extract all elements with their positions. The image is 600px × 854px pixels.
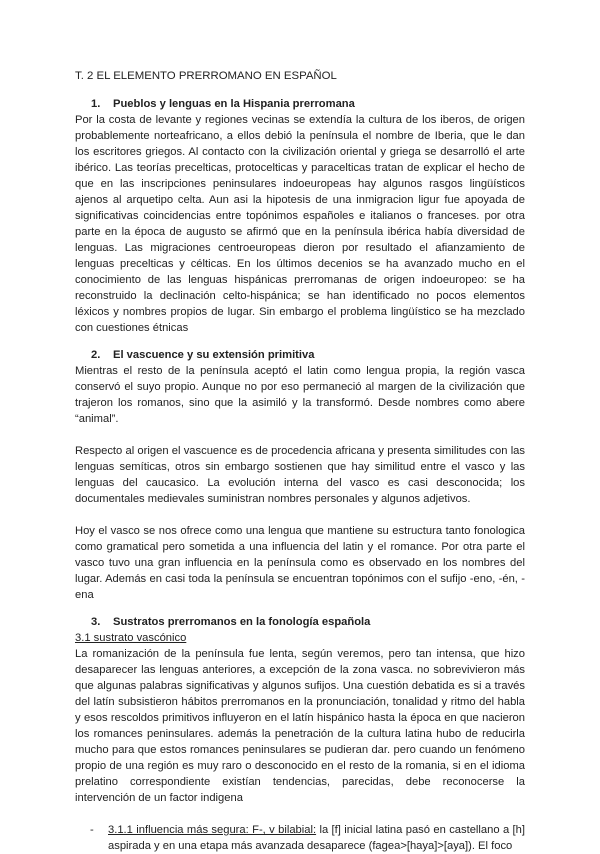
section-2-number: 2. — [91, 349, 101, 361]
bullet-text: la [f] inicial latina pasó en castellano a [h] aspirada y en una etapa más avanzada desaparece (fagea>[haya]>[aya]). El foco — [108, 824, 525, 852]
section-3-heading — [75, 614, 525, 630]
section-1-number: 1. — [91, 98, 101, 110]
section-3-paragraph-1: La romanización de la península fue lenta, según veremos, pero tan intensa, que hizo desaparecer las lenguas anteriores, a excepción de la zona vasca. no sobrevivieron más que algunas palabras significativas y algunos sufijos. Una cuestión debatida es si a través del latín subsistieron hábitos prerromanos en la pronunciación, tonalidad y ritmo del habla y esos rescoldos primitivos influyeron en el latín hispánico hasta la época en que nacieron los romances peninsulares. además la penetración de la cultura latina hubo de reducirla mucho para que estos romances peninsulares se pudieran dar. pero cuando un fenómeno propio de una región es muy raro o desconocido en el resto de la romania, si en el idioma prelatino correspondiente existían tendencias, parecidas, debe reconocerse la intervención de un factor indigena — [75, 648, 525, 804]
document-title: T. 2 EL ELEMENTO PRERROMANO EN ESPAÑOL — [75, 70, 337, 82]
bullet-dash: - — [90, 824, 94, 836]
section-1-paragraph-1: Por la costa de levante y regiones vecinas se extendía la cultura de los iberos, de origen probablemente norteafricano, a ellos debió la península el nombre de Iberia, que le dan los escritores griegos. Al contacto con la civilización oriental y griega se desarrolló el arte ibérico. Las teorías precelticas, protocelticas y paracelticas tratan de explicar el hecho de que en las inscripciones peninsulares indoeuropeas hay algunos rasgos lingüísticos ajenos al arquetipo celta. Aun asi la hipotesis de una inmigracion ligur fue apoyada de significativas coincidencias entre topónimos españoles e italianos o franceses. por otra parte en la época de augusto se afirmó que en la península ibérica había diversidad de lenguas. Las migraciones centroeuropeas dieron por resultado el afianzamiento de lenguas precelticas y célticas. En los últimos decenios se ha avanzado mucho en el conocimiento de las lenguas hispánicas prerromanas de origen indoeuropeo: se ha reconstruido la declinación celto-hispánica; se han identificado no pocos elementos léxicos y nombres propios de lugar. Sin embargo el problema lingüístico se ha mezclado con cuestiones étnicas — [75, 114, 525, 334]
section-2-paragraph-1: Mientras el resto de la península aceptó el latin como lengua propia, la región vasca conservó el suyo propio. Aunque no por eso permaneció al margen de la civilización que trajeron los romanos, sino que la asimiló y la transformó. Desde nombres como abere “animal”. — [75, 365, 525, 425]
section-2-heading — [75, 347, 525, 363]
section-2-paragraph-3: Hoy el vasco se nos ofrece como una lengua que mantiene su estructura tanto fonologica como gramatical pero sometida a una influencia del latin y el romance. Por otra parte el vasco tuvo una gran influencia en la península como es observado en los nombres del lugar. Además en casi toda la península se encuentran topónimos con el sufijo -eno, -én, -ena — [75, 525, 525, 601]
section-2-title: El vascuence y su extensión primitiva — [113, 349, 315, 361]
section-1-heading — [75, 96, 525, 112]
bullet-body — [108, 822, 525, 854]
section-2-paragraph-2: Respecto al origen el vascuence es de procedencia africana y presenta similitudes con las lenguas semíticas, otros sin embargo sostienen que hay similitud entre el vasco y las lenguas del caucasico. La evolución interna del vasco es casi desconocida; los documentales medievales suministran nombres personales y algunos adjetivos. — [75, 445, 525, 505]
section-1-title: Pueblos y lenguas en la Hispania prerromana — [113, 98, 355, 110]
section-3-number: 3. — [91, 616, 101, 628]
section-3-subheading: 3.1 sustrato vascónico — [75, 632, 187, 644]
bullet-label: 3.1.1 influencia más segura: F-, v bilabial: — [108, 824, 317, 836]
section-3-bullet-item — [75, 822, 525, 854]
section-3-title: Sustratos prerromanos en la fonología española — [113, 616, 371, 628]
